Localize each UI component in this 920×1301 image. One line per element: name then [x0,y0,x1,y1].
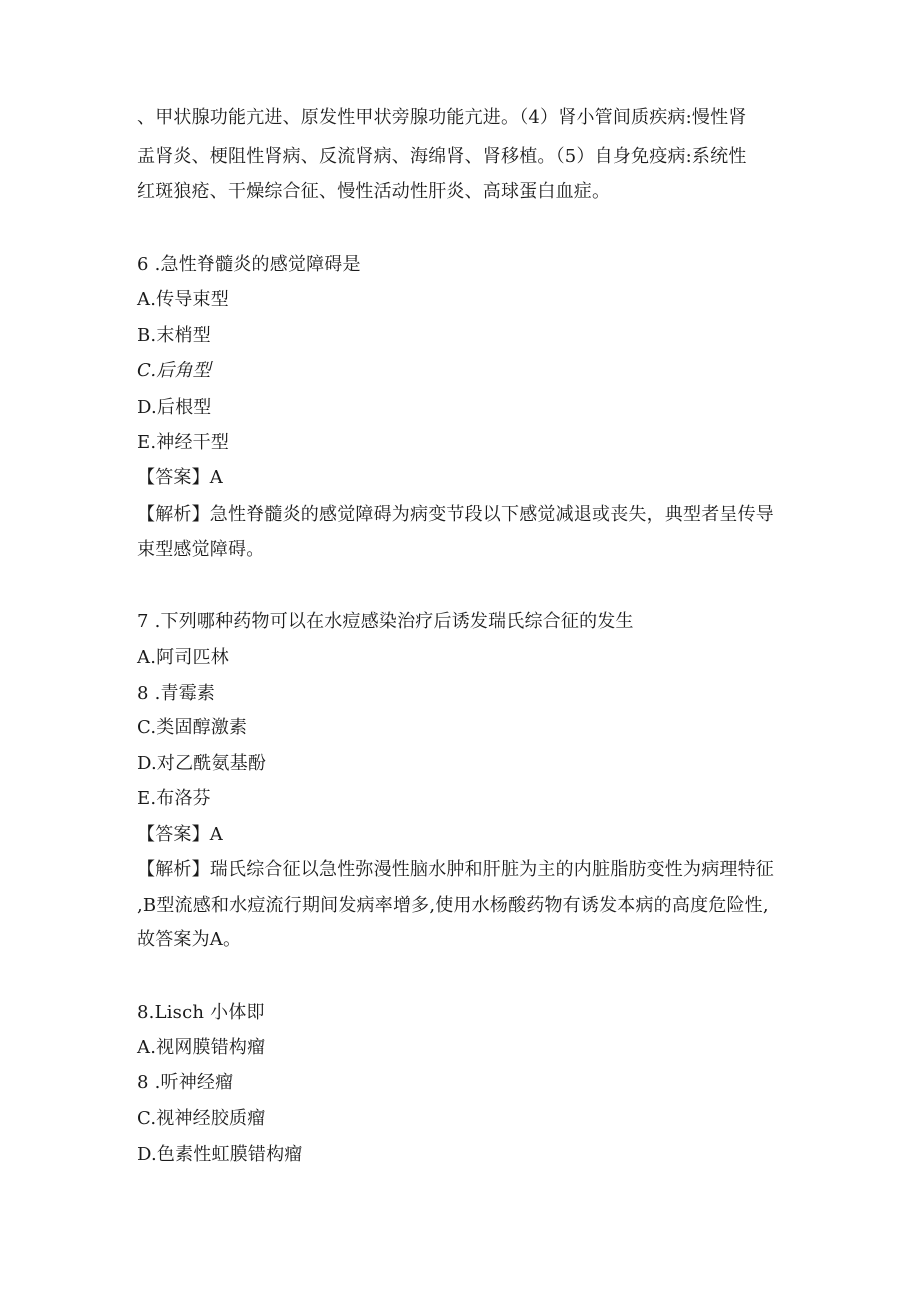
q8-option-b: 8 .听神经瘤 [137,1072,234,1093]
q6-analysis-line-1: 【解析】急性脊髓炎的感觉障碍为病变节段以下感觉减退或丧失，典型者呈传导 [137,504,774,525]
q8-option-a: A.视网膜错构瘤 [137,1037,266,1058]
q6-option-c: C.后角型 [137,360,211,381]
intro-line-3: 红斑狼疮、干燥综合征、慢性活动性肝炎、高球蛋白血症。 [137,181,611,202]
q6-option-d: D.后根型 [137,397,212,418]
q7-option-c: C.类固醇激素 [137,717,248,738]
question-7: 7 .下列哪种药物可以在水痘感染治疗后诱发瑞氏综合征的发生 [137,611,634,632]
q7-option-b: 8 .青霉素 [137,683,216,704]
q7-analysis-line-1: 【解析】瑞氏综合征以急性弥漫性脑水肿和肝脏为主的内脏脂肪变性为病理特征 [137,859,774,880]
q7-analysis-line-2: ,B型流感和水痘流行期间发病率增多,使用水杨酸药物有诱发本病的高度危险性, [137,895,769,916]
q6-option-a: A.传导束型 [137,289,229,310]
q7-option-e: E.布洛芬 [137,788,211,809]
q7-answer: 【答案】A [137,824,223,845]
question-8: 8.Lisch 小体即 [137,1002,265,1023]
q6-option-b: B.末梢型 [137,325,211,346]
intro-line-1: 、甲状腺功能亢进、原发性甲状旁腺功能亢进。（4）肾小管间质疾病:慢性肾 [137,107,747,128]
q8-option-d: D.色素性虹膜错构瘤 [137,1144,303,1165]
q8-option-c: C.视神经胶质瘤 [137,1108,266,1129]
q6-analysis-line-2: 束型感觉障碍。 [137,539,265,560]
q7-option-a: A.阿司匹林 [137,647,229,668]
q7-analysis-line-3: 故答案为A。 [137,929,242,950]
q7-option-d: D.对乙酰氨基酚 [137,753,267,774]
q6-option-e: E.神经干型 [137,432,230,453]
question-6: 6 .急性脊髓炎的感觉障碍是 [137,254,361,275]
q6-answer: 【答案】A [137,467,223,488]
intro-line-2: 盂肾炎、梗阻性肾病、反流肾病、海绵肾、肾移植。（5）自身免疫病:系统性 [137,146,747,167]
